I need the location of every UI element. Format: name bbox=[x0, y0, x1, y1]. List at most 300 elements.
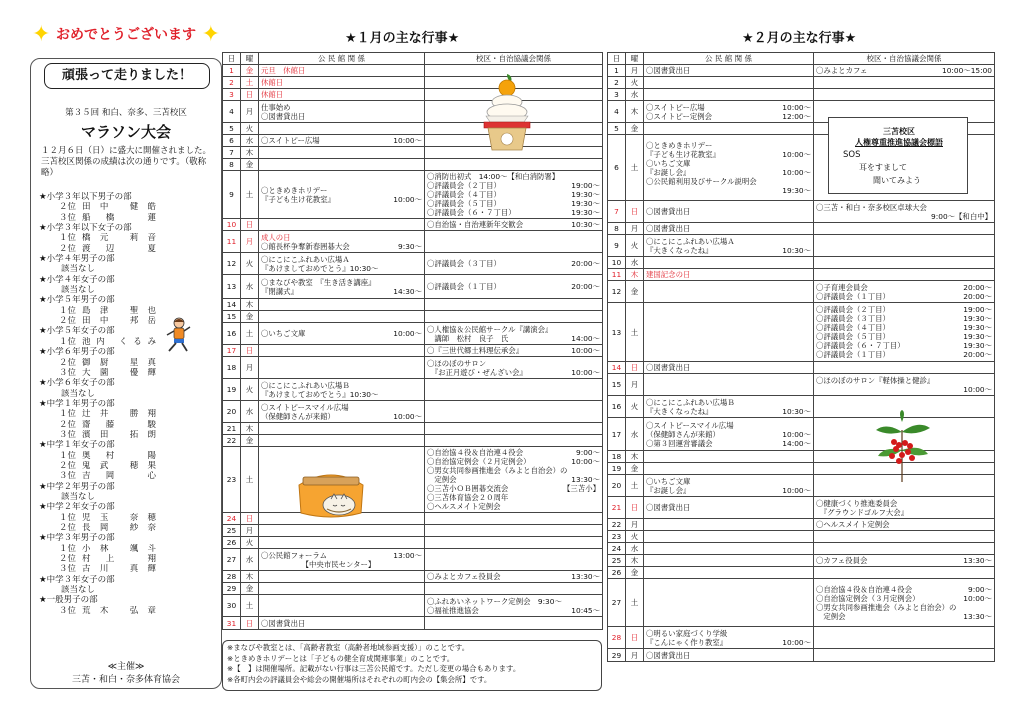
congrats-heading: ✦ おめでとうございます ✦ bbox=[32, 22, 220, 47]
kominkan-events bbox=[259, 171, 425, 219]
kominkan-events bbox=[644, 374, 814, 396]
day-number: 26 bbox=[608, 567, 626, 579]
table-row bbox=[608, 201, 995, 223]
event-line bbox=[816, 385, 992, 394]
kominkan-events bbox=[644, 135, 814, 201]
event-line bbox=[427, 181, 600, 190]
day-number: 9 bbox=[608, 235, 626, 257]
kominkan-events bbox=[259, 159, 425, 171]
day-number: 29 bbox=[608, 649, 626, 662]
event-line bbox=[261, 136, 422, 145]
event-text: 〇ときめきホリデー bbox=[261, 185, 328, 195]
weekday: 金 bbox=[626, 281, 644, 303]
day-number: 16 bbox=[223, 323, 241, 345]
day-number: 31 bbox=[223, 617, 241, 630]
weekday: 火 bbox=[241, 379, 259, 401]
school-events bbox=[425, 571, 603, 583]
result-name: 児玉 奈穂 bbox=[82, 512, 157, 523]
weekday: 火 bbox=[241, 123, 259, 135]
event-text: 〇評議員会（２丁目） bbox=[816, 305, 890, 314]
result-place: ３位 bbox=[59, 471, 77, 482]
school-events bbox=[425, 323, 603, 345]
event-time: 19:00～ bbox=[963, 305, 992, 314]
event-time: 10:00～ bbox=[782, 149, 811, 159]
table-row bbox=[608, 223, 995, 235]
event-time: 10:00～ bbox=[963, 384, 992, 394]
event-text: 〇いちご文庫 bbox=[646, 476, 691, 486]
kominkan-events bbox=[644, 65, 814, 77]
event-time: 14:00～ bbox=[782, 438, 811, 448]
event-line bbox=[261, 287, 422, 296]
event-text: 〇スイトピースマイル広場 bbox=[261, 402, 349, 412]
table-row bbox=[608, 65, 995, 77]
event-text: 〇にこにこふれあい広場Ｂ bbox=[646, 397, 735, 407]
kominkan-events bbox=[259, 423, 425, 435]
weekday: 水 bbox=[241, 401, 259, 423]
weekday: 火 bbox=[626, 235, 644, 257]
event-text: 〇評議員会（１丁目） bbox=[816, 291, 890, 301]
day-number: 4 bbox=[223, 101, 241, 123]
day-number: 21 bbox=[608, 497, 626, 519]
weekday: 金 bbox=[241, 159, 259, 171]
day-number: 3 bbox=[608, 89, 626, 101]
day-number: 20 bbox=[608, 475, 626, 497]
jan-notes bbox=[222, 640, 602, 691]
day-number: 7 bbox=[608, 201, 626, 223]
table-row bbox=[223, 135, 603, 147]
weekday: 月 bbox=[626, 374, 644, 396]
result-row bbox=[39, 451, 219, 461]
nanten-berries-illustration bbox=[872, 410, 932, 484]
event-text: 休館日 bbox=[261, 78, 284, 87]
result-category: ★中学３年女子の部 bbox=[39, 574, 115, 585]
event-line bbox=[427, 448, 600, 457]
event-text: 〇公民館フォーラム bbox=[261, 550, 328, 560]
event-line bbox=[646, 629, 811, 638]
result-row bbox=[39, 420, 219, 430]
event-time: 9:30～ bbox=[398, 241, 422, 251]
event-text: 〇カフェ役員会 bbox=[816, 556, 868, 565]
event-text: 〇にこにこふれあい広場Ｂ bbox=[261, 380, 350, 390]
event-text: 〇評議員会（６・７丁目） bbox=[427, 208, 516, 217]
event-line bbox=[261, 195, 422, 204]
school-events bbox=[814, 567, 995, 579]
motto-box bbox=[828, 117, 968, 194]
weekday: 土 bbox=[626, 303, 644, 362]
result-name: 島津 聖也 bbox=[82, 305, 157, 316]
result-name: 吉岡 心 bbox=[82, 471, 157, 482]
event-text: 定例会 bbox=[816, 611, 846, 621]
event-text: 成人の日 bbox=[261, 232, 291, 242]
day-number: 14 bbox=[608, 362, 626, 374]
event-line bbox=[427, 199, 600, 208]
kominkan-events bbox=[644, 257, 814, 269]
event-line bbox=[427, 359, 600, 368]
result-place: ２位 bbox=[59, 316, 77, 327]
kominkan-events bbox=[259, 435, 425, 447]
weekday: 木 bbox=[626, 269, 644, 281]
event-text: 〇みよとカフェ役員会 bbox=[427, 572, 501, 581]
day-number: 25 bbox=[608, 555, 626, 567]
event-time: 10:00～ bbox=[782, 167, 811, 177]
kominkan-events bbox=[644, 101, 814, 123]
weekday: 金 bbox=[241, 583, 259, 595]
event-line bbox=[816, 305, 992, 314]
event-line bbox=[816, 594, 992, 603]
result-category: ★小学６年男子の部 bbox=[39, 347, 115, 358]
table-row bbox=[223, 345, 603, 357]
event-line bbox=[646, 407, 811, 416]
event-line bbox=[261, 329, 422, 338]
col-header-day: 日 bbox=[223, 53, 241, 65]
result-row bbox=[39, 554, 219, 564]
event-time: 10:00～ bbox=[571, 457, 600, 466]
weekday: 月 bbox=[241, 231, 259, 253]
result-row bbox=[39, 233, 219, 243]
event-time: 10:00～ bbox=[571, 346, 600, 355]
kominkan-events bbox=[644, 463, 814, 475]
weekday: 月 bbox=[626, 649, 644, 662]
event-text: 〇健康づくり推進委員会 bbox=[816, 498, 898, 508]
table-row bbox=[608, 579, 995, 627]
day-number: 1 bbox=[223, 65, 241, 77]
event-time: 10:00～15:00 bbox=[942, 66, 992, 75]
event-text: 〇評議員会（１丁目） bbox=[427, 282, 501, 291]
school-events bbox=[814, 374, 995, 396]
marathon-panel bbox=[30, 22, 222, 690]
day-number: 13 bbox=[608, 303, 626, 362]
event-text: 〇自治協４役＆自治連４役会 bbox=[427, 448, 524, 457]
table-row bbox=[223, 583, 603, 595]
event-text: （保健師さんが来館） bbox=[646, 429, 720, 439]
race-subtitle: 第３５回 和白、奈多、三苫校区 bbox=[65, 108, 187, 118]
event-line bbox=[646, 477, 811, 486]
school-events bbox=[814, 555, 995, 567]
weekday: 土 bbox=[626, 135, 644, 201]
kominkan-events bbox=[644, 543, 814, 555]
day-number: 26 bbox=[223, 537, 241, 549]
weekday: 日 bbox=[241, 345, 259, 357]
kominkan-events bbox=[644, 497, 814, 519]
kominkan-events bbox=[644, 362, 814, 374]
event-line bbox=[816, 499, 992, 508]
kominkan-events bbox=[259, 379, 425, 401]
event-text: 【中央市民センター】 bbox=[261, 559, 376, 569]
result-category: ★小学３年以下男子の部 bbox=[39, 192, 132, 202]
event-time: 19:30～ bbox=[571, 190, 600, 199]
result-place: １位 bbox=[59, 543, 77, 554]
event-time: 9:00～ bbox=[576, 448, 600, 457]
weekday: 木 bbox=[241, 147, 259, 159]
kominkan-events bbox=[259, 401, 425, 423]
event-time: 20:00～ bbox=[571, 282, 600, 291]
event-line bbox=[427, 172, 600, 181]
event-line bbox=[261, 186, 422, 195]
event-line bbox=[646, 638, 811, 647]
result-category: ★中学１年男子の部 bbox=[39, 398, 115, 409]
weekday: 金 bbox=[241, 65, 259, 77]
event-text: 〇スイトピー広場 bbox=[646, 102, 705, 112]
event-line bbox=[261, 242, 422, 251]
motto-district: 三苫校区 bbox=[883, 127, 915, 136]
table-row bbox=[608, 374, 995, 396]
weekday: 水 bbox=[626, 543, 644, 555]
event-line bbox=[427, 484, 600, 493]
result-row bbox=[39, 430, 219, 440]
event-text: 〇にこにこふれあい広場Ａ bbox=[261, 254, 350, 264]
day-number: 28 bbox=[608, 627, 626, 649]
event-line bbox=[427, 325, 600, 334]
result-row bbox=[39, 213, 219, 223]
day-number: 18 bbox=[223, 357, 241, 379]
day-number: 15 bbox=[223, 311, 241, 323]
event-text: 〇図書貸出日 bbox=[646, 66, 691, 75]
event-text: 〇男女共同参画推進会（みよと自治会）の bbox=[816, 602, 957, 612]
event-time: 10:30～ bbox=[782, 245, 811, 255]
table-row bbox=[223, 617, 603, 630]
event-text: 〇図書貸出日 bbox=[646, 503, 691, 512]
table-header-row bbox=[223, 53, 603, 65]
event-line bbox=[816, 292, 992, 301]
results-list bbox=[39, 192, 219, 616]
day-number: 17 bbox=[608, 418, 626, 451]
weekday: 日 bbox=[241, 513, 259, 525]
school-events bbox=[425, 171, 603, 219]
weekday: 土 bbox=[626, 579, 644, 627]
weekday: 土 bbox=[241, 171, 259, 219]
event-text: 建国記念の日 bbox=[646, 270, 691, 279]
event-line bbox=[646, 224, 811, 233]
event-line bbox=[261, 103, 422, 112]
table-row bbox=[223, 159, 603, 171]
table-row bbox=[223, 525, 603, 537]
kominkan-events bbox=[259, 101, 425, 123]
weekday: 金 bbox=[241, 435, 259, 447]
event-text: 〇ほのぼのサロン『軽体操と健診』 bbox=[816, 375, 935, 385]
event-text: 〇評議員会（４丁目） bbox=[816, 323, 890, 332]
result-name: 荒木 弘章 bbox=[82, 605, 157, 616]
weekday: 火 bbox=[241, 253, 259, 275]
note-line: ※ときめきホリデーとは「子どもの健全育成関連事業」のことです。 bbox=[227, 653, 455, 663]
school-events bbox=[814, 497, 995, 519]
jan-calendar-table bbox=[222, 52, 603, 630]
table-row bbox=[223, 77, 603, 89]
day-number: 25 bbox=[223, 525, 241, 537]
event-time: 14:00～ bbox=[571, 333, 600, 343]
kominkan-events bbox=[644, 627, 814, 649]
event-time: 10:00～ bbox=[782, 637, 811, 647]
kominkan-events bbox=[259, 275, 425, 299]
day-number: 8 bbox=[223, 159, 241, 171]
event-time: 19:30～ bbox=[571, 199, 600, 208]
table-row bbox=[608, 303, 995, 362]
kominkan-events bbox=[644, 396, 814, 418]
event-time: 10:00～ bbox=[782, 485, 811, 495]
event-line bbox=[646, 112, 811, 121]
event-text: 〇図書貸出日 bbox=[646, 363, 691, 372]
event-text: 仕事始め bbox=[261, 102, 291, 112]
weekday: 水 bbox=[626, 418, 644, 451]
event-line bbox=[261, 255, 422, 264]
event-time: 10:30～ bbox=[571, 220, 600, 229]
weekday: 日 bbox=[241, 89, 259, 101]
day-number: 23 bbox=[608, 531, 626, 543]
weekday: 金 bbox=[626, 567, 644, 579]
table-row bbox=[223, 231, 603, 253]
table-row bbox=[608, 627, 995, 649]
school-events bbox=[425, 537, 603, 549]
event-time: 20:00～ bbox=[571, 259, 600, 268]
event-text: 〇ヘルスメイト定例会 bbox=[427, 502, 501, 511]
kominkan-events bbox=[259, 77, 425, 89]
event-line bbox=[816, 212, 992, 221]
table-row bbox=[608, 519, 995, 531]
school-events bbox=[425, 447, 603, 513]
table-row bbox=[223, 275, 603, 299]
school-events bbox=[814, 519, 995, 531]
event-text: 〇三苫体育協会２０周年 bbox=[427, 493, 509, 502]
kominkan-events bbox=[259, 65, 425, 77]
school-events bbox=[425, 549, 603, 571]
day-number: 30 bbox=[223, 595, 241, 617]
event-time: 20:00～ bbox=[963, 350, 992, 359]
result-row bbox=[39, 368, 219, 378]
motto-line1: 耳をすまして bbox=[859, 163, 907, 172]
event-time: 13:30～ bbox=[571, 475, 600, 484]
result-row bbox=[39, 513, 219, 523]
event-line bbox=[646, 186, 811, 195]
weekday: 土 bbox=[241, 595, 259, 617]
kominkan-events bbox=[644, 89, 814, 101]
table-row bbox=[223, 253, 603, 275]
event-text: 〇福祉推進協会 bbox=[427, 605, 479, 615]
table-row bbox=[223, 323, 603, 345]
event-line bbox=[261, 278, 422, 287]
runner-icon bbox=[163, 317, 193, 353]
event-line bbox=[646, 103, 811, 112]
school-events bbox=[814, 281, 995, 303]
event-line bbox=[427, 475, 600, 484]
event-time: 20:00～ bbox=[963, 291, 992, 301]
event-text: 『あけましておめでとう』10:30～ bbox=[261, 389, 379, 399]
kominkan-events bbox=[259, 299, 425, 311]
result-category: ★小学６年女子の部 bbox=[39, 378, 115, 389]
event-line bbox=[261, 66, 422, 75]
col-header-kominkan: 公 民 館 関 係 bbox=[644, 53, 814, 65]
school-events bbox=[425, 231, 603, 253]
school-events bbox=[425, 253, 603, 275]
event-line bbox=[261, 560, 422, 569]
event-text: 講師 松村 良子 氏 bbox=[427, 333, 509, 343]
event-line bbox=[427, 220, 600, 229]
day-number: 17 bbox=[223, 345, 241, 357]
table-row bbox=[608, 475, 995, 497]
kominkan-events bbox=[644, 531, 814, 543]
kominkan-events bbox=[259, 231, 425, 253]
event-text: （保健師さんが来館） bbox=[261, 411, 335, 421]
result-place: ３位 bbox=[59, 212, 77, 223]
event-time: 10:45～ bbox=[571, 605, 600, 615]
table-row bbox=[223, 147, 603, 159]
table-row bbox=[608, 269, 995, 281]
event-line bbox=[261, 233, 422, 242]
kagami-mochi-illustration bbox=[480, 72, 534, 152]
kominkan-events bbox=[644, 567, 814, 579]
kominkan-events bbox=[259, 357, 425, 379]
result-row bbox=[39, 461, 219, 471]
weekday: 木 bbox=[626, 101, 644, 123]
result-name: 鬼武 穂果 bbox=[82, 460, 157, 471]
event-line bbox=[646, 66, 811, 75]
event-line bbox=[261, 390, 422, 399]
weekday: 月 bbox=[241, 101, 259, 123]
table-row bbox=[608, 281, 995, 303]
event-line bbox=[646, 430, 811, 439]
day-number: 16 bbox=[608, 396, 626, 418]
result-row bbox=[39, 409, 219, 419]
day-number: 2 bbox=[608, 77, 626, 89]
event-text: 『子ども生け花教室』 bbox=[261, 194, 335, 204]
event-line bbox=[427, 597, 600, 606]
kominkan-events bbox=[644, 579, 814, 627]
event-time: 10:00～ bbox=[393, 329, 422, 338]
result-row bbox=[39, 606, 219, 616]
kominkan-events bbox=[259, 323, 425, 345]
day-number: 24 bbox=[608, 543, 626, 555]
motto-sos: SOS bbox=[843, 150, 861, 160]
kominkan-events bbox=[644, 123, 814, 135]
event-line bbox=[646, 363, 811, 372]
table-row bbox=[223, 123, 603, 135]
event-text: 定例会 bbox=[427, 475, 457, 484]
event-line bbox=[261, 264, 422, 273]
event-time: 10:00～ bbox=[963, 593, 992, 603]
event-line bbox=[261, 381, 422, 390]
day-number: 5 bbox=[223, 123, 241, 135]
event-text: 〇評議員会（５丁目） bbox=[816, 332, 890, 341]
table-row bbox=[608, 543, 995, 555]
event-text: 〇いちご文庫 bbox=[646, 158, 691, 168]
result-place: ２位 bbox=[59, 523, 77, 533]
event-text: 〇みよとカフェ bbox=[816, 66, 868, 75]
weekday: 火 bbox=[626, 531, 644, 543]
event-text: 〇評議員会（３丁目） bbox=[427, 259, 501, 268]
school-events bbox=[425, 379, 603, 401]
weekday: 月 bbox=[626, 223, 644, 235]
col-header-day: 日 bbox=[608, 53, 626, 65]
result-place: １位 bbox=[59, 450, 77, 461]
result-none: 該当なし bbox=[61, 388, 96, 399]
event-line bbox=[816, 612, 992, 621]
weekday: 日 bbox=[626, 627, 644, 649]
event-text: 〇評議員会（６・７丁目） bbox=[816, 341, 905, 350]
result-name: 奥村 陽 bbox=[82, 450, 157, 461]
event-text: 『こんにゃく作り教室』 bbox=[646, 637, 728, 647]
school-events bbox=[425, 311, 603, 323]
weekday: 木 bbox=[626, 555, 644, 567]
day-number: 22 bbox=[608, 519, 626, 531]
event-text: 〇第３回運営審議会 bbox=[646, 438, 713, 448]
event-line bbox=[427, 346, 600, 355]
event-text: 〇評議員会（２丁目） bbox=[427, 181, 501, 190]
result-name: 濱田 拓朗 bbox=[82, 429, 157, 440]
table-row bbox=[223, 357, 603, 379]
school-events bbox=[425, 435, 603, 447]
kominkan-events bbox=[644, 223, 814, 235]
event-text: 『大きくなったね』 bbox=[646, 245, 713, 255]
school-events bbox=[425, 595, 603, 617]
result-row bbox=[39, 564, 219, 574]
